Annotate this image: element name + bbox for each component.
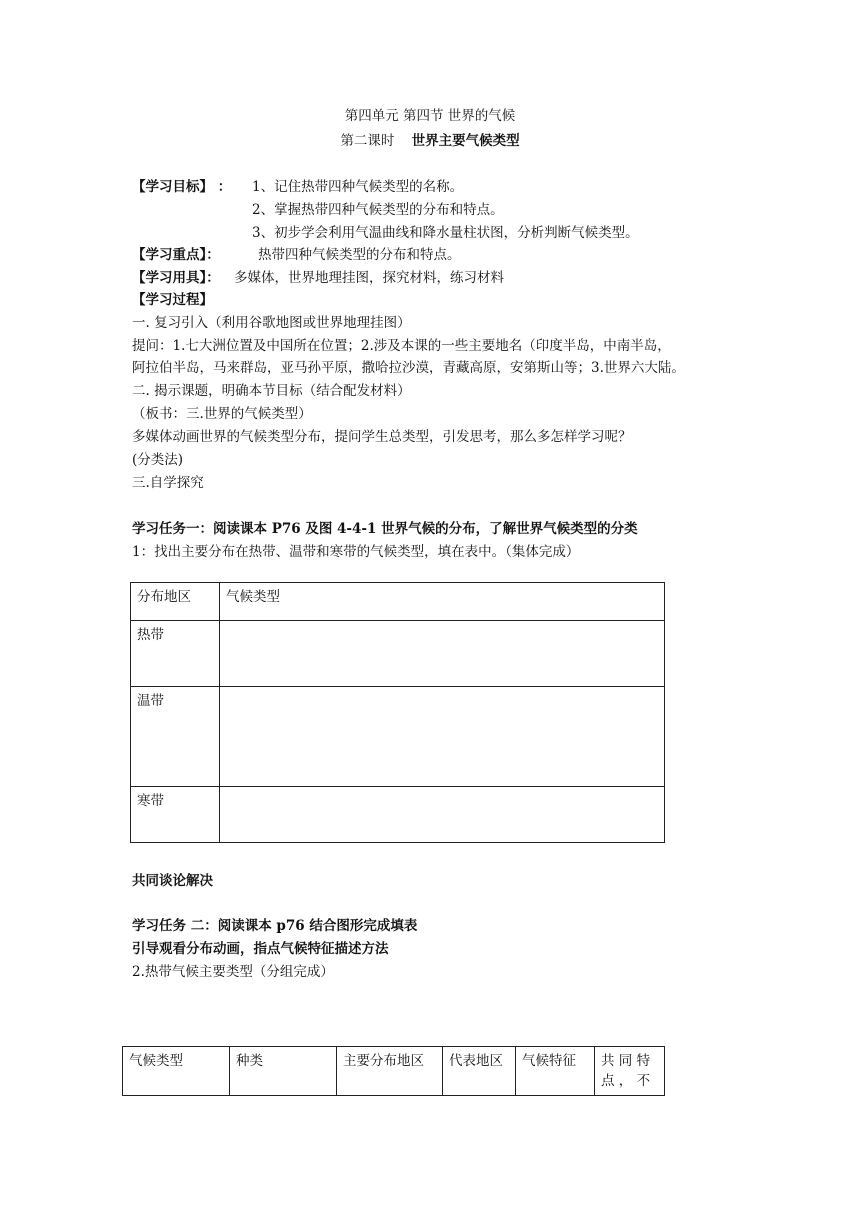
table-cell-input[interactable] (220, 621, 665, 687)
table-header-row (123, 1047, 665, 1096)
table-header-cell: 气候类型 (220, 583, 665, 621)
process-line: 多媒体动画世界的气候类型分布，提问学生总类型，引发思考，那么多怎样学习呢？ (132, 429, 632, 445)
objective-item: 2、掌握热带四种气候类型的分布和特点。 (252, 202, 504, 218)
process-line: 一. 复习引入（利用谷歌地图或世界地理挂图） (132, 315, 411, 331)
table-cell-input[interactable] (220, 687, 665, 787)
key-points-text: 热带四种气候类型的分布和特点。 (258, 247, 461, 263)
lesson-topic: 世界主要气候类型 (411, 133, 520, 149)
table-header-cell: 代表地区 (443, 1047, 516, 1096)
table-row (131, 787, 665, 843)
task2-title: 学习任务 二：阅读课本 p76 结合图形完成填表 (132, 918, 418, 934)
table-header-cell: 分布地区 (131, 583, 220, 621)
tools-text: 多媒体，世界地理挂图，探究材料，练习材料 (234, 270, 504, 286)
discussion-heading: 共同谈论解决 (132, 873, 213, 889)
lesson-title (0, 131, 860, 151)
objectives-label: 【学习目标】 ： (132, 179, 232, 195)
unit-title: 第四单元 第四节 世界的气候 (344, 108, 516, 124)
task2-subtitle: 引导观看分布动画，指点气候特征描述方法 (132, 941, 389, 957)
process-line: （板书：三.世界的气候类型） (132, 406, 312, 422)
lesson-period: 第二课时 (340, 133, 395, 149)
table-cell-input[interactable] (220, 787, 665, 843)
process-line: 阿拉伯半岛，马来群岛，亚马孙平原，撒哈拉沙漠，青藏高原，安第斯山等；3.世界六大陆。 (132, 360, 685, 376)
process-line: 二. 揭示课题，明确本节目标（结合配发材料） (132, 383, 411, 399)
process-label: 【学习过程】 (132, 292, 213, 308)
table-row (131, 687, 665, 787)
table-header-line: 共 同 特 (601, 1053, 651, 1069)
table-header-cell: 种类 (230, 1047, 337, 1096)
table-header-line: 点 ， 不 (601, 1073, 651, 1089)
table-cell-zone: 热带 (131, 621, 220, 687)
table-cell-zone: 寒带 (131, 787, 220, 843)
tools-label: 【学习用具】： (132, 270, 220, 286)
task1-title: 学习任务一：阅读课本 P76 及图 4-4-1 世界气候的分布，了解世界气候类型的分类 (132, 521, 638, 537)
task2-instruction: 2.热带气候主要类型（分组完成） (132, 964, 334, 980)
table-header-cell: 气候类型 (123, 1047, 230, 1096)
table-header-row (131, 583, 665, 621)
table-header-cell (595, 1047, 665, 1096)
objective-item: 3、初步学会利用气温曲线和降水量柱状图，分析判断气候类型。 (252, 225, 639, 241)
table-header-cell: 主要分布地区 (337, 1047, 443, 1096)
key-points-label: 【学习重点】： (132, 247, 220, 263)
objective-item: 1、记住热带四种气候类型的名称。 (252, 179, 464, 195)
climate-zone-table (130, 582, 665, 843)
process-line: (分类法) (132, 452, 184, 468)
tropical-climate-table (122, 1046, 665, 1096)
process-line: 三.自学探究 (132, 475, 204, 491)
table-cell-zone: 温带 (131, 687, 220, 787)
task1-instruction: 1：找出主要分布在热带、温带和寒带的气候类型，填在表中。（集体完成） (132, 544, 580, 560)
table-header-cell: 气候特征 (516, 1047, 595, 1096)
table-row (131, 621, 665, 687)
process-line: 提问：1.七大洲位置及中国所在位置；2.涉及本课的一些主要地名（印度半岛，中南半岛， (132, 338, 671, 354)
